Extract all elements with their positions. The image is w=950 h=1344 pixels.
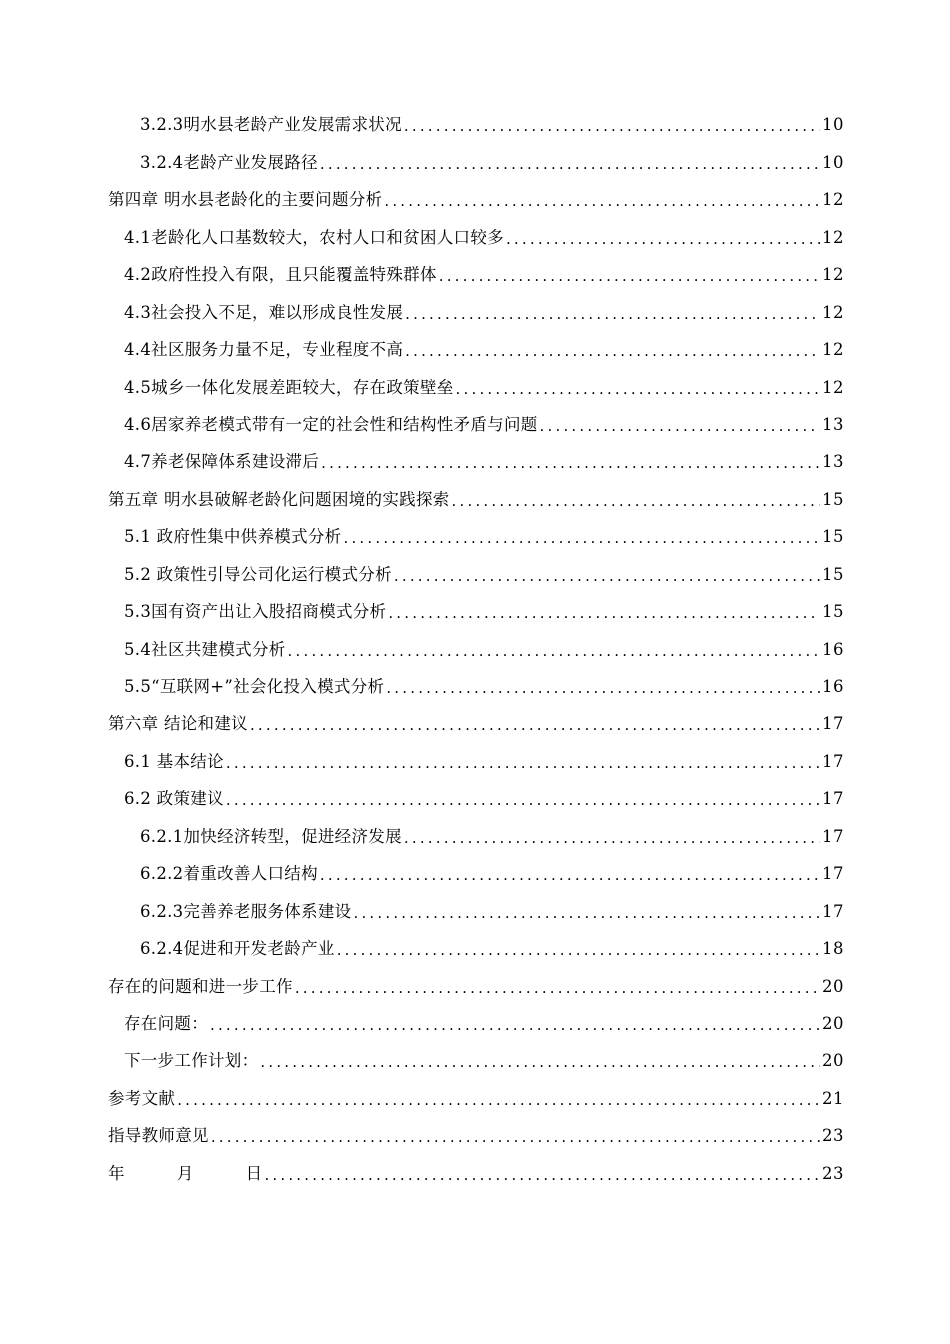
toc-entry-title: 参考文献 (108, 1088, 176, 1108)
toc-page-number: 20 (822, 1051, 844, 1071)
toc-dot-leader (540, 419, 820, 444)
toc-entry-title: 4.6居家养老模式带有一定的社会性和结构性矛盾与问题 (124, 414, 538, 434)
toc-page-number: 21 (822, 1088, 844, 1108)
toc-page-number: 17 (822, 714, 844, 734)
toc-dot-leader (344, 531, 821, 556)
toc-page-number: 20 (822, 1013, 844, 1033)
toc-page-number: 16 (822, 639, 844, 659)
toc-page-number: 20 (822, 976, 844, 996)
toc-entry[interactable] (108, 818, 844, 855)
toc-page-number: 12 (822, 377, 844, 397)
toc-dot-leader (405, 307, 820, 332)
toc-entry-title: 6.2.1加快经济转型，促进经济发展 (140, 826, 402, 846)
toc-entry[interactable] (108, 144, 844, 181)
toc-entry-title: 5.2 政策性引导公司化运行模式分析 (124, 564, 392, 584)
toc-page-number: 10 (822, 152, 844, 172)
toc-entry[interactable] (108, 1118, 844, 1155)
toc-entry[interactable] (108, 781, 844, 818)
table-of-contents (108, 107, 844, 1193)
toc-entry[interactable] (108, 706, 844, 743)
toc-dot-leader (320, 868, 820, 893)
toc-page-number: 15 (822, 602, 844, 622)
toc-page-number: 12 (822, 340, 844, 360)
toc-entry-title: 5.5“互联网+”社会化投入模式分析 (124, 677, 385, 697)
toc-entry-title: 4.3社会投入不足，难以形成良性发展 (124, 302, 404, 322)
toc-entry[interactable] (108, 743, 844, 780)
toc-entry-title: 5.4社区共建模式分析 (124, 639, 286, 659)
toc-dot-leader (404, 831, 820, 856)
toc-entry[interactable] (108, 556, 844, 593)
date-signature-fields (108, 1163, 263, 1183)
toc-entry[interactable] (108, 1043, 844, 1080)
toc-entry-title: 6.2.4促进和开发老龄产业 (140, 939, 335, 959)
toc-entry-title: 6.2.3完善养老服务体系建设 (140, 901, 352, 921)
toc-dot-leader (439, 269, 820, 294)
toc-entry[interactable] (108, 107, 844, 144)
toc-page-number: 12 (822, 190, 844, 210)
toc-dot-leader (250, 718, 820, 743)
toc-page-number: 15 (822, 527, 844, 547)
toc-dot-leader (288, 644, 820, 669)
toc-dot-leader (405, 344, 820, 369)
toc-entry[interactable] (108, 219, 844, 256)
toc-dot-leader (295, 981, 820, 1006)
toc-entry[interactable] (108, 931, 844, 968)
toc-entry-title: 4.5城乡一体化发展差距较大，存在政策壁垒 (124, 377, 454, 397)
toc-entry-title: 存在问题： (124, 1013, 208, 1033)
toc-dot-leader (394, 569, 820, 594)
toc-page-number: 18 (822, 939, 844, 959)
toc-dot-leader (456, 382, 820, 407)
toc-dot-leader (264, 1168, 820, 1193)
toc-page-number: 17 (822, 826, 844, 846)
toc-entry[interactable] (108, 669, 844, 706)
date-month-label: 月 (176, 1163, 194, 1183)
toc-dot-leader (386, 681, 820, 706)
toc-entry[interactable] (108, 594, 844, 631)
toc-page-number: 17 (822, 751, 844, 771)
toc-dot-leader (177, 1093, 820, 1118)
toc-page-number: 10 (822, 115, 844, 135)
toc-entry[interactable] (108, 1006, 844, 1043)
toc-page-number: 15 (822, 564, 844, 584)
toc-page-number: 13 (822, 452, 844, 472)
toc-entry[interactable] (108, 294, 844, 331)
toc-entry-title: 4.1老龄化人口基数较大，农村人口和贫困人口较多 (124, 227, 504, 247)
toc-entry-title: 3.2.3明水县老龄产业发展需求状况 (140, 115, 402, 135)
toc-entry[interactable] (108, 1080, 844, 1117)
toc-dot-leader (506, 232, 820, 257)
toc-page-number: 17 (822, 864, 844, 884)
toc-dot-leader (260, 1055, 820, 1080)
toc-dot-leader (337, 943, 820, 968)
toc-entry-title: 6.1 基本结论 (124, 751, 224, 771)
toc-page-number: 17 (822, 789, 844, 809)
toc-entry-title: 存在的问题和进一步工作 (108, 976, 293, 996)
date-day-label: 日 (245, 1163, 263, 1183)
toc-entry[interactable] (108, 893, 844, 930)
toc-entry-title: 6.2.2着重改善人口结构 (140, 864, 318, 884)
toc-dot-leader (452, 494, 820, 519)
toc-entry-title: 3.2.4老龄产业发展路径 (140, 152, 318, 172)
toc-entry[interactable] (108, 968, 844, 1005)
toc-page-number: 23 (822, 1126, 844, 1146)
toc-dot-leader (321, 456, 820, 481)
toc-page-number: 16 (822, 677, 844, 697)
toc-page-number: 15 (822, 489, 844, 509)
toc-dot-leader (211, 1130, 820, 1155)
toc-entry-title: 第五章 明水县破解老龄化问题困境的实践探索 (108, 489, 450, 509)
toc-page-number: 17 (822, 901, 844, 921)
toc-entry-title: 6.2 政策建议 (124, 789, 224, 809)
toc-page-number: 23 (822, 1163, 844, 1183)
toc-dot-leader (320, 157, 820, 182)
toc-dot-leader (353, 906, 820, 931)
toc-entry[interactable] (108, 856, 844, 893)
toc-entry[interactable] (108, 369, 844, 406)
toc-page-number: 12 (822, 265, 844, 285)
toc-dot-leader (226, 756, 820, 781)
toc-date-line (108, 1155, 844, 1192)
toc-entry-title: 5.1 政府性集中供养模式分析 (124, 527, 342, 547)
toc-dot-leader (226, 793, 820, 818)
toc-entry[interactable] (108, 481, 844, 518)
toc-dot-leader (404, 119, 820, 144)
toc-dot-leader (384, 194, 820, 219)
toc-entry[interactable] (108, 182, 844, 219)
toc-page-number: 12 (822, 227, 844, 247)
toc-entry[interactable] (108, 332, 844, 369)
toc-entry-title: 4.7养老保障体系建设滞后 (124, 452, 320, 472)
toc-entry-title: 下一步工作计划： (124, 1051, 259, 1071)
toc-entry-title: 指导教师意见 (108, 1126, 209, 1146)
toc-page-number: 12 (822, 302, 844, 322)
toc-entry[interactable] (108, 444, 844, 481)
toc-dot-leader (388, 606, 820, 631)
toc-dot-leader (210, 1018, 820, 1043)
toc-entry-title: 第四章 明水县老龄化的主要问题分析 (108, 190, 383, 210)
toc-entry-title: 4.2政府性投入有限，且只能覆盖特殊群体 (124, 265, 437, 285)
toc-entry[interactable] (108, 631, 844, 668)
date-year-label: 年 (108, 1163, 125, 1183)
toc-entry-title: 第六章 结论和建议 (108, 714, 248, 734)
toc-page-number: 13 (822, 414, 844, 434)
toc-entry-title: 5.3国有资产出让入股招商模式分析 (124, 602, 387, 622)
toc-entry[interactable] (108, 407, 844, 444)
toc-entry-title: 4.4社区服务力量不足，专业程度不高 (124, 340, 404, 360)
toc-entry[interactable] (108, 519, 844, 556)
toc-entry[interactable] (108, 257, 844, 294)
